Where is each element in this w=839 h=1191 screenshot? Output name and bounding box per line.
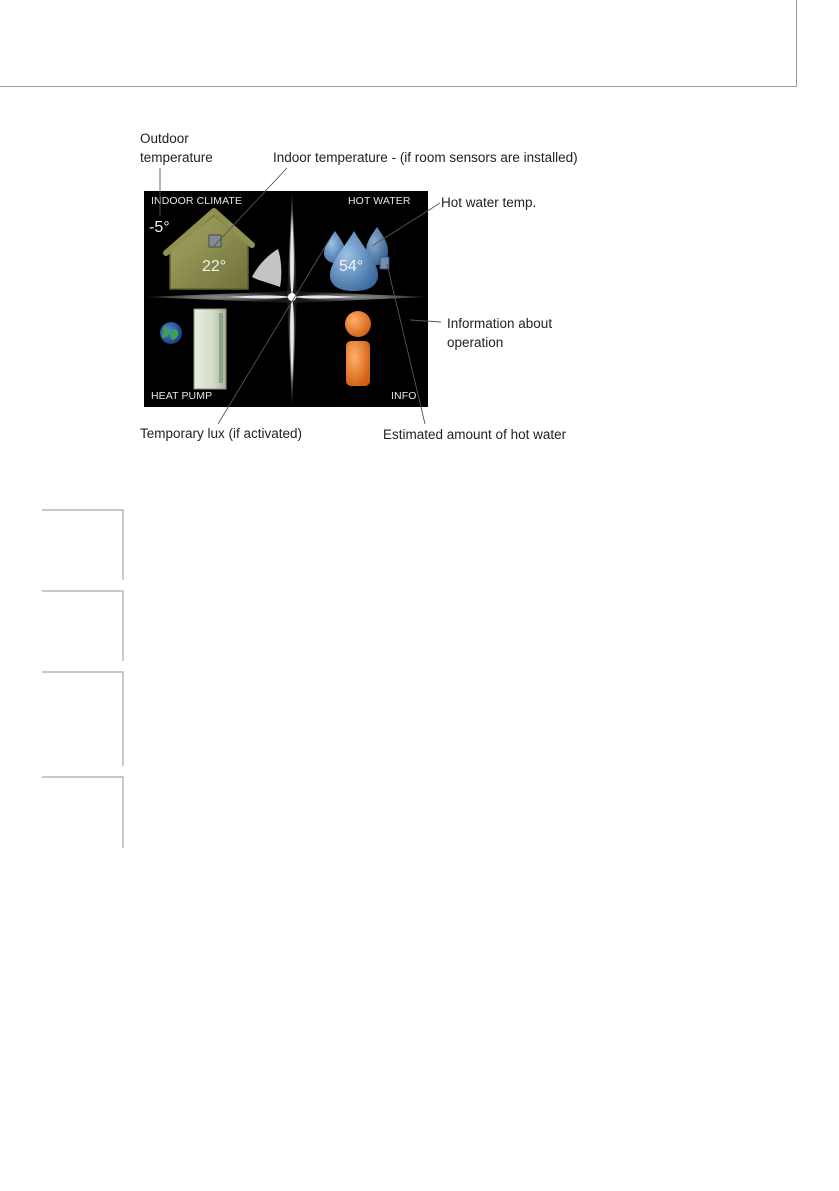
information-label-line2: operation — [447, 335, 504, 350]
outdoor-label-line2: temperature — [140, 150, 213, 165]
heat-pump-title[interactable]: HEAT PUMP — [151, 390, 213, 402]
outdoor-temp-value: -5° — [149, 219, 170, 236]
information-label-line1: Information about — [447, 316, 553, 331]
hot-water-title[interactable]: HOT WATER — [348, 195, 411, 207]
indoor-climate-title[interactable]: INDOOR CLIMATE — [151, 195, 243, 207]
temporary-lux-label: Temporary lux (if activated) — [140, 426, 303, 441]
hot-water-temp-label: Hot water temp. — [441, 195, 537, 210]
indoor-temperature-label: Indoor temperature - (if room sensors are installed) — [273, 150, 578, 165]
estimated-hot-water-label: Estimated amount of hot water — [383, 427, 567, 442]
outdoor-label-line1: Outdoor — [140, 131, 189, 146]
indoor-temp-value: 22° — [202, 258, 227, 275]
hot-water-temp-value: 54° — [339, 258, 364, 275]
info-title[interactable]: INFO — [391, 390, 417, 402]
margin-tabs — [0, 500, 130, 860]
